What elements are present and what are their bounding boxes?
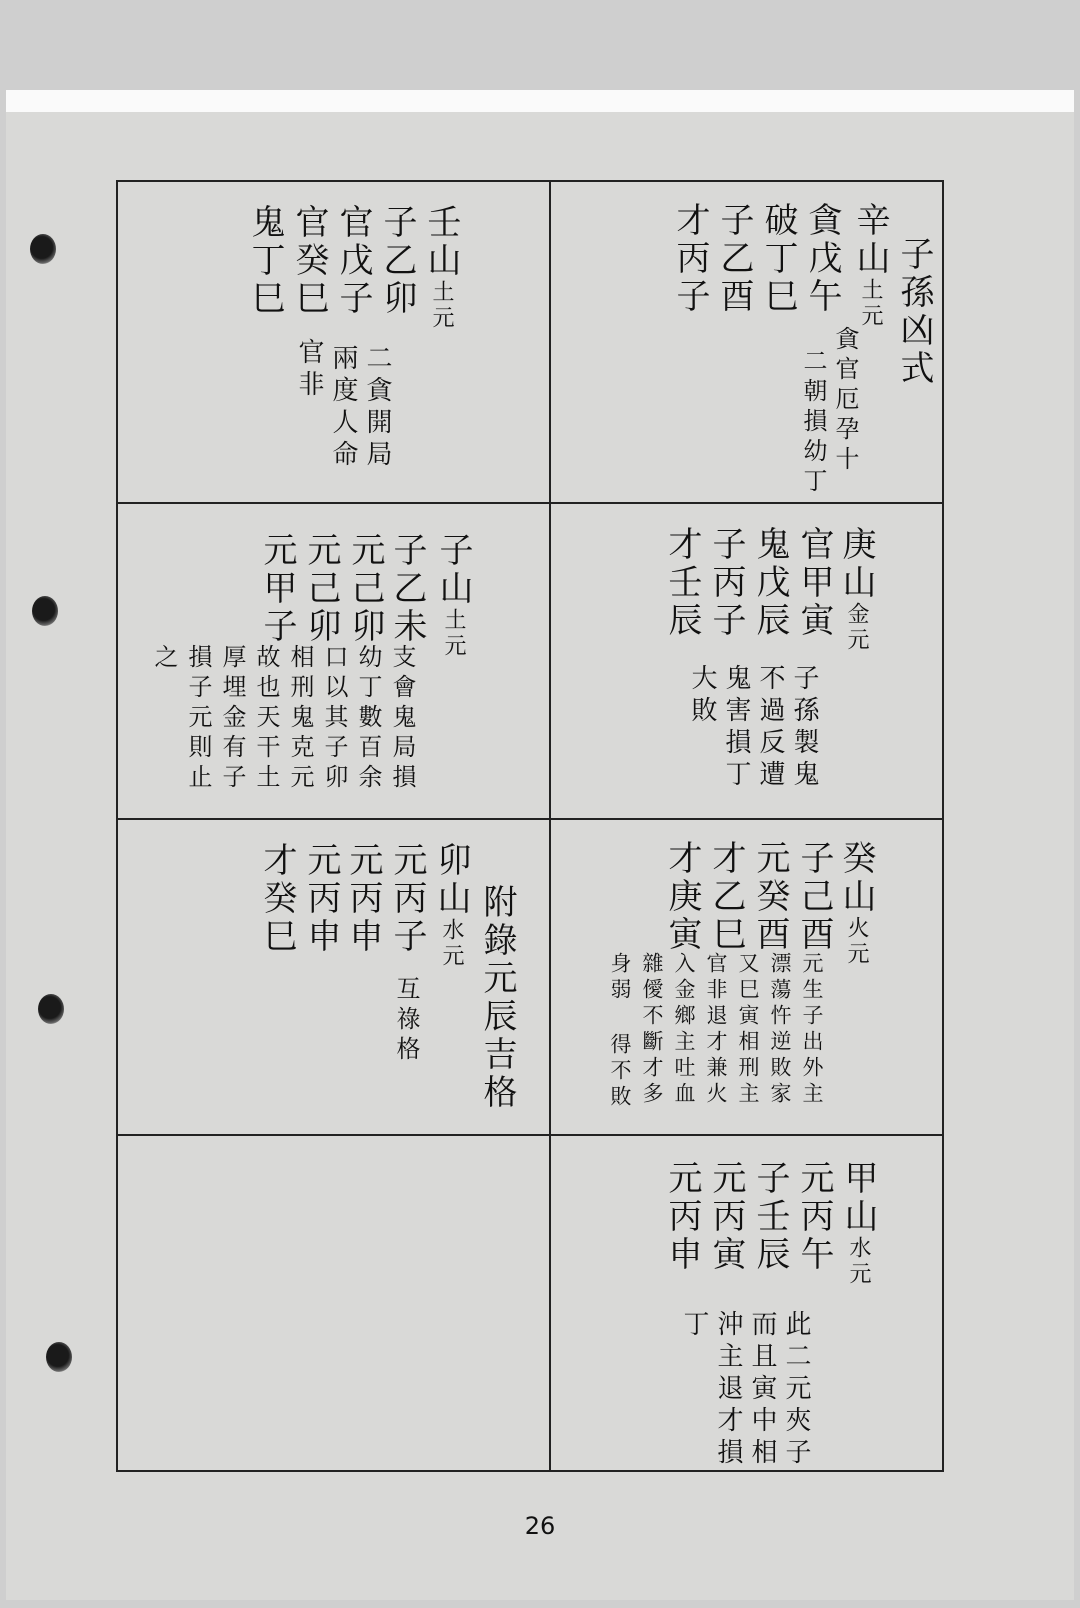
document-page	[6, 112, 1074, 1600]
mountain-heading: 辛山土元	[850, 202, 890, 330]
mountain-heading: 子山土元	[433, 532, 473, 660]
chart-line: 元丙寅	[706, 1160, 746, 1274]
note-line: 互祿格	[392, 976, 420, 1066]
chart-line: 才壬辰	[662, 526, 702, 640]
binding-hole	[32, 596, 58, 626]
chart-line: 元丙申	[343, 842, 383, 956]
chart-line: 子壬辰	[750, 1160, 790, 1274]
note-line: 而且寅中相	[747, 1310, 777, 1470]
note-line: 官非	[294, 338, 324, 402]
chart-line: 子乙酉	[714, 202, 754, 316]
binding-hole	[30, 234, 56, 264]
cell-gui-shan	[551, 820, 944, 1134]
note-line: 漂蕩忤逆敗家	[768, 952, 792, 1108]
chart-line: 元己卯	[345, 532, 385, 646]
appendix-title: 附錄元辰吉格	[477, 884, 517, 1112]
chart-line: 才乙巳	[706, 840, 746, 954]
note-line: 之	[150, 644, 178, 674]
chart-line: 元丙午	[794, 1160, 834, 1274]
note-line: 又巳寅相刑主	[736, 952, 760, 1108]
chart-line: 元己卯	[301, 532, 341, 646]
chart-line: 貪戊午	[802, 202, 842, 316]
mountain-heading: 卯山水元	[431, 842, 471, 970]
cell-mao-shan	[118, 820, 549, 1134]
cell-geng-shan	[551, 504, 944, 818]
chart-line: 子乙卯	[377, 204, 417, 318]
cell-empty	[118, 1136, 549, 1470]
note-line: 損子元則止	[184, 644, 212, 794]
chart-line: 官戊子	[333, 204, 373, 318]
chart-line: 才丙子	[670, 202, 710, 316]
chart-line: 才癸巳	[257, 842, 297, 956]
chart-line: 官甲寅	[794, 526, 834, 640]
note-line: 入金鄉主吐血	[672, 952, 696, 1108]
note-line: 此二元夾子	[781, 1310, 811, 1470]
note-line: 元生子出外主	[800, 952, 824, 1108]
note-line: 二朝損幼丁	[799, 348, 827, 498]
chart-line: 元丙申	[301, 842, 341, 956]
chart-line: 元丙子	[387, 842, 427, 956]
chart-line: 元丙申	[662, 1160, 702, 1274]
note-line: 二貪開局	[362, 344, 392, 472]
note-line: 丁	[679, 1310, 709, 1342]
mountain-heading: 癸山火元	[836, 840, 876, 968]
mountain-heading: 壬山土元	[421, 204, 461, 332]
note-line: 相刑鬼克元	[286, 644, 314, 794]
note-line: 鬼害損丁	[721, 664, 751, 792]
note-line: 身弱 得不敗	[608, 952, 632, 1111]
chart-line: 破丁巳	[758, 202, 798, 316]
note-line: 貪官厄孕十	[831, 326, 859, 476]
note-line: 大敗	[687, 664, 717, 728]
note-line: 故也天干土	[252, 644, 280, 794]
chart-line: 子丙子	[706, 526, 746, 640]
note-line: 幼丁數百余	[354, 644, 382, 794]
chart-line: 子乙未	[387, 532, 427, 646]
mountain-heading: 甲山水元	[838, 1160, 878, 1288]
cell-jia-shan	[551, 1136, 944, 1470]
chart-line: 鬼戊辰	[750, 526, 790, 640]
page-number: 26	[524, 1512, 556, 1540]
note-line: 子孫製鬼	[789, 664, 819, 792]
note-line: 支會鬼局損	[388, 644, 416, 794]
cell-zi-shan	[118, 504, 549, 818]
cell-xin-shan	[551, 182, 944, 502]
binding-hole	[46, 1342, 72, 1372]
chart-line: 子己酉	[794, 840, 834, 954]
note-line: 官非退才兼火	[704, 952, 728, 1108]
chart-line: 元癸酉	[750, 840, 790, 954]
chart-line: 鬼丁巳	[245, 204, 285, 318]
cell-ren-shan	[118, 182, 549, 502]
note-line: 兩度人命	[328, 344, 358, 472]
top-margin-band	[6, 90, 1074, 114]
chart-line: 才庚寅	[662, 840, 702, 954]
chart-line: 元甲子	[257, 532, 297, 646]
note-line: 口以其子卯	[320, 644, 348, 794]
section-title: 子孫凶式	[894, 236, 934, 388]
chart-line: 官癸巳	[289, 204, 329, 318]
note-line: 沖主退才損	[713, 1310, 743, 1470]
binding-hole	[38, 994, 64, 1024]
mountain-heading: 庚山金元	[836, 526, 876, 654]
note-line: 不過反遭	[755, 664, 785, 792]
note-line: 雜僾不斷才多	[640, 952, 664, 1108]
table-grid	[116, 180, 944, 1472]
note-line: 厚埋金有子	[218, 644, 246, 794]
